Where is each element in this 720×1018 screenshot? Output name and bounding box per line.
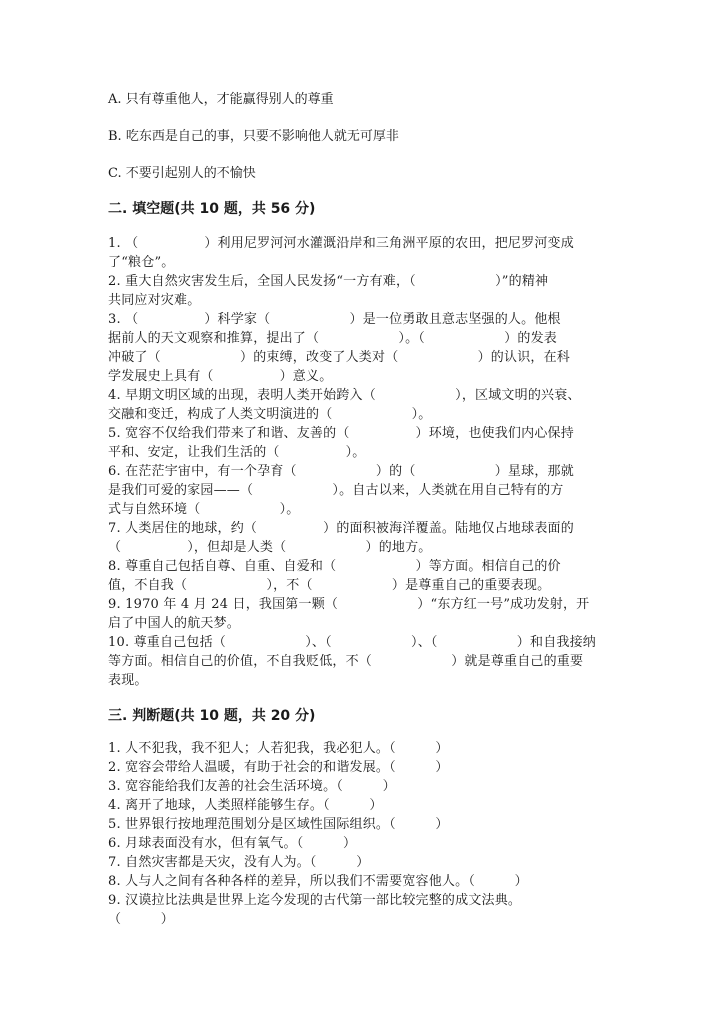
fill-line: 启了中国人的航天梦。 <box>108 616 241 631</box>
fill-line: 5. 宽容不仅给我们带来了和谐、友善的（ ）环境，也使我们内心保持 <box>108 426 574 441</box>
fill-line: 据前人的天文观察和推算，提出了（ ）。（ ）的发表 <box>108 331 558 346</box>
fill-line: 2. 重大自然灾害发生后，全国人民发扬“一方有难，（ ）”的精神 <box>108 274 549 289</box>
judge-line: 4. 离开了地球，人类照样能够生存。（ ） <box>108 798 383 813</box>
fill-line: 了“粮仓”。 <box>108 255 175 270</box>
fill-line: 6. 在茫茫宇宙中，有一个孕育（ ）的（ ）星球，那就 <box>108 464 574 479</box>
option-c: C. 不要引起别人的不愉快 <box>108 166 256 181</box>
fill-line: 4. 早期文明区域的出现，表明人类开始跨入（ ），区域文明的兴衰、 <box>108 388 581 403</box>
fill-line: 7. 人类居住的地球，约（ ）的面积被海洋覆盖。陆地仅占地球表面的 <box>108 521 574 536</box>
fill-line: 等方面。相信自己的价值，不自我贬低，不（ ）就是尊重自己的重要 <box>108 654 584 669</box>
fill-section-heading: 二. 填空题(共 10 题，共 56 分) <box>108 201 316 217</box>
fill-line: 共同应对灾难。 <box>108 293 201 308</box>
judge-line: 6. 月球表面没有水，但有氧气。（ ） <box>108 836 357 851</box>
judge-line: 1. 人不犯我，我不犯人；人若犯我，我必犯人。（ ） <box>108 741 449 756</box>
fill-line: 学发展史上具有（ ）意义。 <box>108 369 333 384</box>
fill-line: 9. 1970 年 4 月 24 日，我国第一颗（ ）“东方红一号”成功发射，开 <box>108 597 590 612</box>
judge-line: 5. 世界银行按地理范围划分是区域性国际组织。（ ） <box>108 817 449 832</box>
fill-line: 值，不自我（ ），不（ ）是尊重自己的重要表现。 <box>108 578 551 593</box>
fill-line: 式与自然环境（ ）。 <box>108 502 300 517</box>
fill-line: 表现。 <box>108 673 148 688</box>
judge-line: 8. 人与人之间有各种各样的差异，所以我们不需要宽容他人。（ ） <box>108 874 528 889</box>
judge-line: 7. 自然灾害都是天灾，没有人为。（ ） <box>108 855 370 870</box>
fill-line: 平和、安定，让我们生活的（ ）。 <box>108 445 366 460</box>
option-b: B. 吃东西是自己的事，只要不影响他人就无可厚非 <box>108 129 399 144</box>
fill-line: 交融和变迁，构成了人类文明演进的（ ）。 <box>108 407 432 422</box>
fill-line: （ ），但却是人类（ ）的地方。 <box>108 540 432 555</box>
fill-line: 冲破了（ ）的束缚，改变了人类对（ ）的认识，在科 <box>108 350 571 365</box>
judge-section-heading: 三. 判断题(共 10 题，共 20 分) <box>108 708 316 724</box>
fill-line: 8. 尊重自己包括自尊、自重、自爱和（ ）等方面。相信自己的价 <box>108 559 561 574</box>
fill-line: 10. 尊重自己包括（ ）、（ ）、（ ）和自我接纳 <box>108 635 597 650</box>
fill-line: 1. （ ）利用尼罗河河水灌溉沿岸和三角洲平原的农田，把尼罗河变成 <box>108 236 574 251</box>
judge-line: （ ） <box>108 912 175 927</box>
fill-line: 3. （ ）科学家（ ）是一位勇敢且意志坚强的人。他根 <box>108 312 561 327</box>
option-a: A. 只有尊重他人，才能赢得别人的尊重 <box>108 92 334 107</box>
judge-line: 9. 汉谟拉比法典是世界上迄今发现的古代第一部比较完整的成文法典。 <box>108 893 522 908</box>
judge-line: 2. 宽容会带给人温暖，有助于社会的和谐发展。（ ） <box>108 760 449 775</box>
fill-line: 是我们可爱的家园——（ ）。自古以来，人类就在用自己特有的方 <box>108 483 564 498</box>
judge-line: 3. 宽容能给我们友善的社会生活环境。（ ） <box>108 779 396 794</box>
